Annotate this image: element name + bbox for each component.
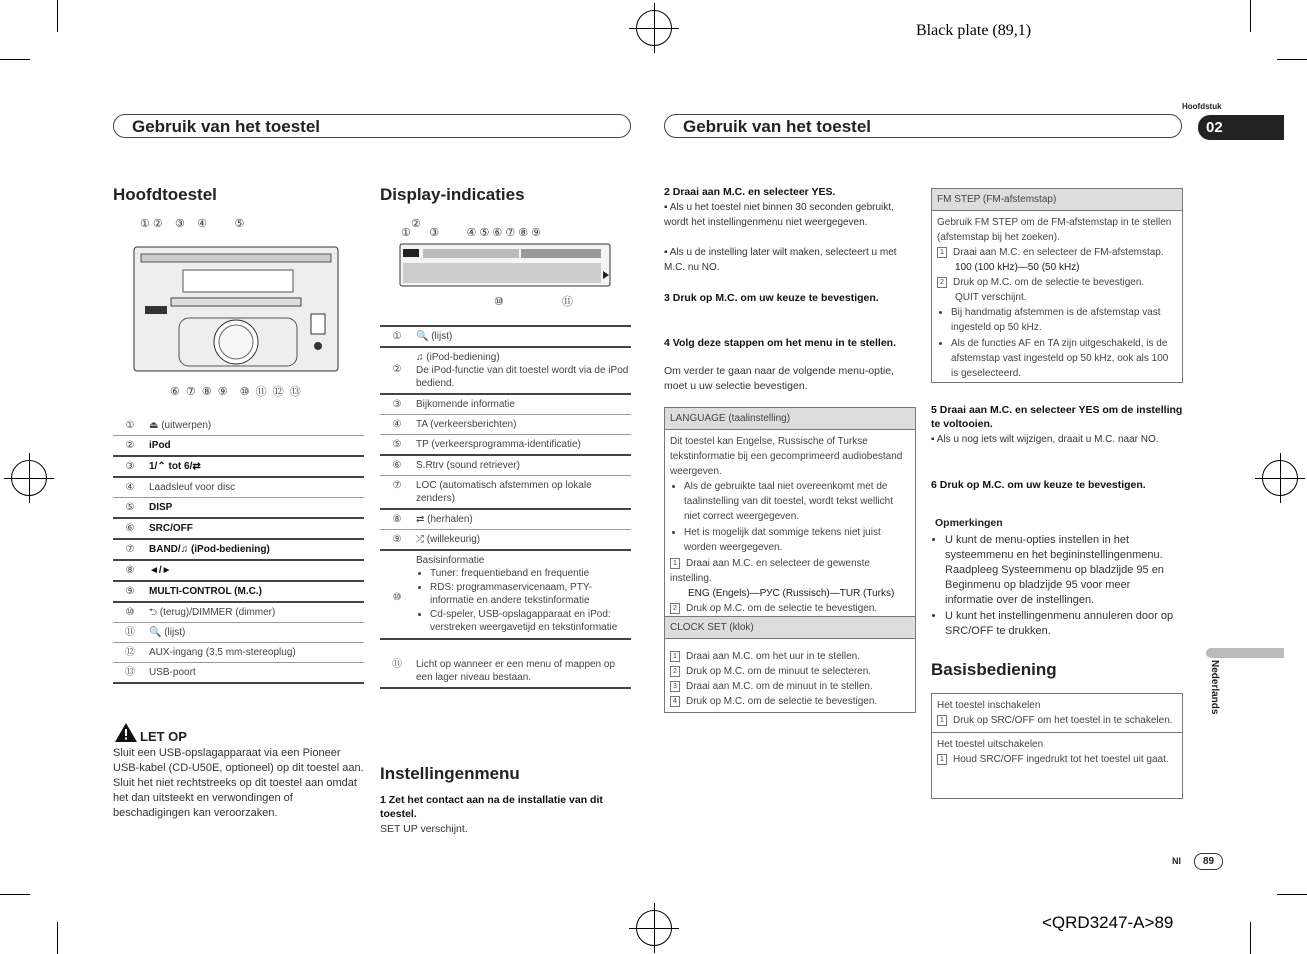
opmerking: • U kunt het instellingenmenu annuleren door op SRC/OFF te drukken. xyxy=(945,609,1181,639)
table-row: ⑩ ⮌ (terug)/DIMMER (dimmer) xyxy=(113,602,364,623)
step-2-note-2: ▪ Als u de instelling later wilt maken, selecteert u met M.C. nu NO. xyxy=(664,247,897,273)
display-title: Display-indicaties xyxy=(380,185,525,204)
language-text: Dit toestel kan Engelse, Russische of Turkse tekstinformatie bij een gecomprimeerd audiobestand weergeven. xyxy=(670,436,903,477)
opmerking: • U kunt de menu-opties instellen in het systeemmenu en het begininstellingenmenu. Raadpleeg Systeemmenu op bladzijde 95 en Beginmenu op bladzijde 95 voor meer informatie over de instellingen. xyxy=(945,533,1181,608)
language-step-1: 1 Draai aan M.C. en selecteer de gewenste instelling. xyxy=(670,558,870,584)
uit-head: Het toestel uitschakelen xyxy=(937,739,1044,750)
table-row: ⑩ Basisinformatie • Tuner: frequentieband en frequentie • RDS: programmaservicenaam, PTY-informatie en andere tekstinformatie • Cd-speler, USB-opslagapparaat en iPod: verstreken weergavetijd en tekstinformatie xyxy=(380,550,631,639)
step-3: 3 Druk op M.C. om uw keuze te bevestigen. xyxy=(664,292,879,304)
section-header-left: Gebruik van het toestel xyxy=(113,114,631,138)
fm-step-text: Gebruik FM STEP om de FM-afstemstap in te stellen (afstemstap bij het zoeken). xyxy=(937,217,1172,243)
opmerkingen-list xyxy=(931,533,1181,640)
crop-mark xyxy=(1277,59,1307,60)
opmerkingen-title: Opmerkingen xyxy=(935,517,1003,529)
head-unit-illustration xyxy=(133,246,339,372)
language-step-2: 2 Druk op M.C. om de selectie te bevestigen. xyxy=(670,601,910,616)
device-top-callouts: ① ② ③ ④ ⑤ xyxy=(140,218,245,230)
language-bullet: • Het is mogelijk dat sommige tekens niet juist worden weergegeven. xyxy=(684,525,910,555)
language-options: ENG (Engels)—РУС (Russisch)—TUR (Turks) xyxy=(688,588,895,599)
fm-step-head: FM STEP (FM-afstemstap) xyxy=(932,189,1182,211)
uit-step: 1 Houd SRC/OFF ingedrukt tot het toestel uit gaat. xyxy=(937,752,1177,767)
step-6: 6 Druk op M.C. om uw keuze te bevestigen. xyxy=(931,479,1146,491)
display-top-callouts: ① ③ ④ ⑤ ⑥ ⑦ ⑧ ⑨ xyxy=(401,227,542,239)
language-bullet: • Als de gebruikte taal niet overeenkomt met de taalinstelling van dit toestel, wordt tekst wellicht niet correct weergegeven. xyxy=(684,479,910,524)
table-row: ② ♫ (iPod-bediening) De iPod-functie van dit toestel wordt via de iPod bediend. xyxy=(380,347,631,394)
crop-mark xyxy=(57,0,58,32)
step-5-note: ▪ Als u nog iets wilt wijzigen, draait u M.C. naar NO. xyxy=(931,434,1159,445)
table-row: ③ Bijkomende informatie xyxy=(380,394,631,415)
basisbediening-title: Basisbediening xyxy=(931,660,1057,679)
lang-code: Nl xyxy=(1172,856,1181,866)
table-row: ② iPod xyxy=(113,436,364,457)
step-2-note-1: ▪ Als u het toestel niet binnen 30 seconden gebruikt, wordt het instellingenmenu niet weergegeven. xyxy=(664,202,894,228)
display-bottom-callouts: ⑩ ⑪ xyxy=(494,296,573,308)
language-head: LANGUAGE (taalinstelling) xyxy=(665,408,915,430)
table-row: ⑤ TP (verkeersprogramma-identificatie) xyxy=(380,435,631,456)
table-row: ⑧ ⇄ (herhalen) xyxy=(380,509,631,530)
warning-icon xyxy=(114,722,138,743)
clock-step-3: 3 Draai aan M.C. om de minuut in te stellen. xyxy=(670,679,910,694)
aan-box xyxy=(931,693,1183,799)
table-row: ⑦ LOC (automatisch afstemmen op lokale zenders) xyxy=(380,476,631,510)
table-row: ⑧ ◄/► xyxy=(113,560,364,581)
crop-mark xyxy=(0,894,30,895)
table-row: ① 🔍 (lijst) xyxy=(380,326,631,347)
table-row: ⑫ AUX-ingang (3,5 mm-stereoplug) xyxy=(113,643,364,663)
aan-head: Het toestel inschakelen xyxy=(937,700,1041,711)
step-1: 1 Zet het contact aan na de installatie van dit toestel. xyxy=(380,794,603,820)
table-row: ⑦ BAND/♫ (iPod-bediening) xyxy=(113,539,364,560)
table-row: ③ 1/⌃ tot 6/⇄ xyxy=(113,456,364,477)
device-bottom-callouts: ⑥ ⑦ ⑧ ⑨ ⑩ ⑪ ⑫ ⑬ xyxy=(170,386,301,398)
display-top-callout: ② xyxy=(411,218,421,230)
table-row: ⑬ USB-poort xyxy=(113,663,364,684)
table-row: ④ TA (verkeersberichten) xyxy=(380,415,631,435)
step-5: 5 Draai aan M.C. en selecteer YES om de instelling te voltooien. xyxy=(931,404,1183,430)
crop-mark xyxy=(0,59,30,60)
language-tab xyxy=(1206,648,1284,658)
table-row: ⑪ Licht op wanneer er een menu of mappen op een lager niveau bestaan. xyxy=(380,639,631,688)
clock-step-2: 2 Druk op M.C. om de minuut te selecteren. xyxy=(670,664,910,679)
crop-mark xyxy=(57,922,58,954)
instellingenmenu-title: Instellingenmenu xyxy=(380,764,520,783)
page-number: 89 xyxy=(1194,853,1223,870)
fm-step-1: 1 Draai aan M.C. en selecteer de FM-afstemstap. xyxy=(937,245,1177,260)
fm-bullet: • Bij handmatig afstemmen is de afstemstap vast ingesteld op 50 kHz. xyxy=(951,305,1177,335)
fm-step-quit: QUIT verschijnt. xyxy=(955,292,1027,303)
clock-step-4: 4 Druk op M.C. om de selectie te bevestigen. xyxy=(670,694,910,709)
doc-code: <QRD3247-A>89 xyxy=(1042,913,1174,932)
display-illustration xyxy=(399,243,611,287)
fm-bullet: • Als de functies AF en TA zijn uitgeschakeld, is de afstemstap vast ingesteld op 50 kHz, ook als 100 is geselecteerd. xyxy=(951,336,1177,381)
section-header-right: Gebruik van het toestel xyxy=(664,114,1182,138)
chapter-number: 02 xyxy=(1198,115,1284,140)
step-2: 2 Draai aan M.C. en selecteer YES. xyxy=(664,186,836,198)
clock-step-1: 1 Draai aan M.C. om het uur in te stellen. xyxy=(670,649,910,664)
table-row: ⑪ 🔍 (lijst) xyxy=(113,623,364,643)
step-4: 4 Volg deze stappen om het menu in te stellen. xyxy=(664,337,897,349)
table-row: ⑥ S.Rtrv (sound retriever) xyxy=(380,455,631,476)
let-op-text: Sluit een USB-opslagapparaat via een Pioneer USB-kabel (CD-U50E, optioneel) op dit toestel aan. Sluit het niet rechtstreeks op dit toestel aan omdat het dan uitsteekt en verwondingen of beschadigingen kan veroorzaken. xyxy=(113,747,364,819)
fm-step-box xyxy=(931,188,1183,383)
crop-mark xyxy=(1250,0,1251,32)
table-row: ① ⏏ (uitwerpen) xyxy=(113,416,364,436)
clock-box xyxy=(664,616,916,713)
registration-mark xyxy=(636,910,672,946)
clock-head: CLOCK SET (klok) xyxy=(665,617,915,639)
table-row: ⑤ DISP xyxy=(113,498,364,519)
hoofdstuk-label: Hoofdstuk xyxy=(1182,102,1222,111)
step-4-text: Om verder te gaan naar de volgende menu-optie, moet u uw selectie bevestigen. xyxy=(664,365,894,392)
step-1-text: SET UP verschijnt. xyxy=(380,823,468,835)
hoofdtoestel-table xyxy=(113,416,364,684)
hoofdtoestel-title: Hoofdtoestel xyxy=(113,185,217,204)
fm-step-2: 2 Druk op M.C. om de selectie te bevestigen. xyxy=(937,275,1177,290)
fm-step-options: 100 (100 kHz)—50 (50 kHz) xyxy=(955,262,1080,273)
crop-mark xyxy=(1277,894,1307,895)
table-row: ⑥ SRC/OFF xyxy=(113,518,364,539)
language-box xyxy=(664,407,916,617)
registration-mark xyxy=(11,460,47,496)
crop-mark xyxy=(1250,922,1251,954)
table-row: ④ Laadsleuf voor disc xyxy=(113,477,364,498)
registration-mark xyxy=(636,10,672,46)
let-op-title: LET OP xyxy=(140,729,187,744)
table-row: ⑨ MULTI-CONTROL (M.C.) xyxy=(113,581,364,602)
language-label: Nederlands xyxy=(1209,660,1220,715)
aan-step: 1 Druk op SRC/OFF om het toestel in te schakelen. xyxy=(937,713,1177,728)
black-plate: Black plate (89,1) xyxy=(916,22,1032,39)
display-table xyxy=(380,325,631,689)
table-row: ⑨ ⤮ (willekeurig) xyxy=(380,530,631,551)
registration-mark xyxy=(1262,460,1298,496)
